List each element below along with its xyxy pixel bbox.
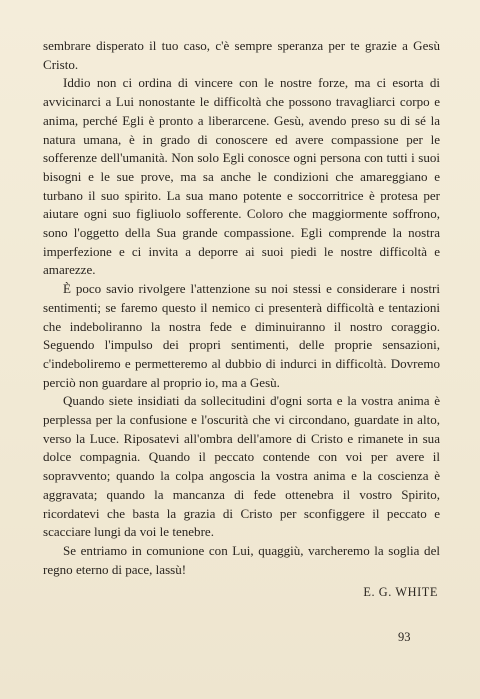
author-signature: E. G. WHITE bbox=[363, 585, 438, 600]
paragraph-2: Iddio non ci ordina di vincere con le nostre forze, ma ci esorta di avvicinarci a Lui nonostante le difficoltà che possono travagliarci corpo e anima, perché Egli è pronto a liberarcene. Gesù, avendo preso su di sé la natura umana, è in grado di conoscere ed avere compassione per le sofferenze dell'umanità. Non solo Egli conosce ogni persona con tutti i suoi bisogni e le sue prove, ma sa anche le condizioni che amareggiano e turbano il suo spirito. La sua mano potente e soccorritrice è protesa per aiutare ogni suo figliuolo sofferente. Coloro che maggiormente soffrono, sono l'oggetto della Sua grande compassione. Egli comprende la nostra imperfezione e ci invita a deporre ai suoi piedi le nostre difficoltà e amarezze. bbox=[43, 75, 440, 278]
paragraph-5: Se entriamo in comunione con Lui, quaggiù, varcheremo la soglia del regno eterno di pace, lassù! bbox=[43, 542, 440, 577]
paragraph-1: sembrare disperato il tuo caso, c'è sempre speranza per te grazie a Gesù Cristo. bbox=[43, 38, 440, 72]
body-text bbox=[43, 37, 440, 602]
paragraph-4: Quando siete insidiati da sollecitudini d'ogni sorta e la vostra anima è perplessa per la confusione e l'oscurità che vi circondano, guardate in alto, verso la Luce. Riposatevi all'ombra dell'amore di Cristo e rimanete in sua dolce compagnia. Quando il peccato contende con voi per avere il sopravvento; quando la colpa angoscia la vostra anima e la coscienza è aggravata; quando la mancanza di fede ottenebra il vostro Spirito, ricordatevi che basta la grazia di Cristo per sconfiggere il peccato e scacciare lungi da voi le tenebre. bbox=[43, 393, 440, 540]
paragraph-3: È poco savio rivolgere l'attenzione su noi stessi e considerare i nostri sentimenti; se faremo questo il nemico ci presenterà difficoltà e tentazioni che indeboliranno la nostra fede e diminuiranno il nostro coraggio. Seguendo l'impulso dei propri sentimenti, delle proprie sensazioni, c'indeboliremo e permetteremo al dubbio di indurci in difficoltà. Dovremo perciò non guardare al proprio io, ma a Gesù. bbox=[43, 281, 440, 390]
page-number: 93 bbox=[398, 630, 411, 644]
